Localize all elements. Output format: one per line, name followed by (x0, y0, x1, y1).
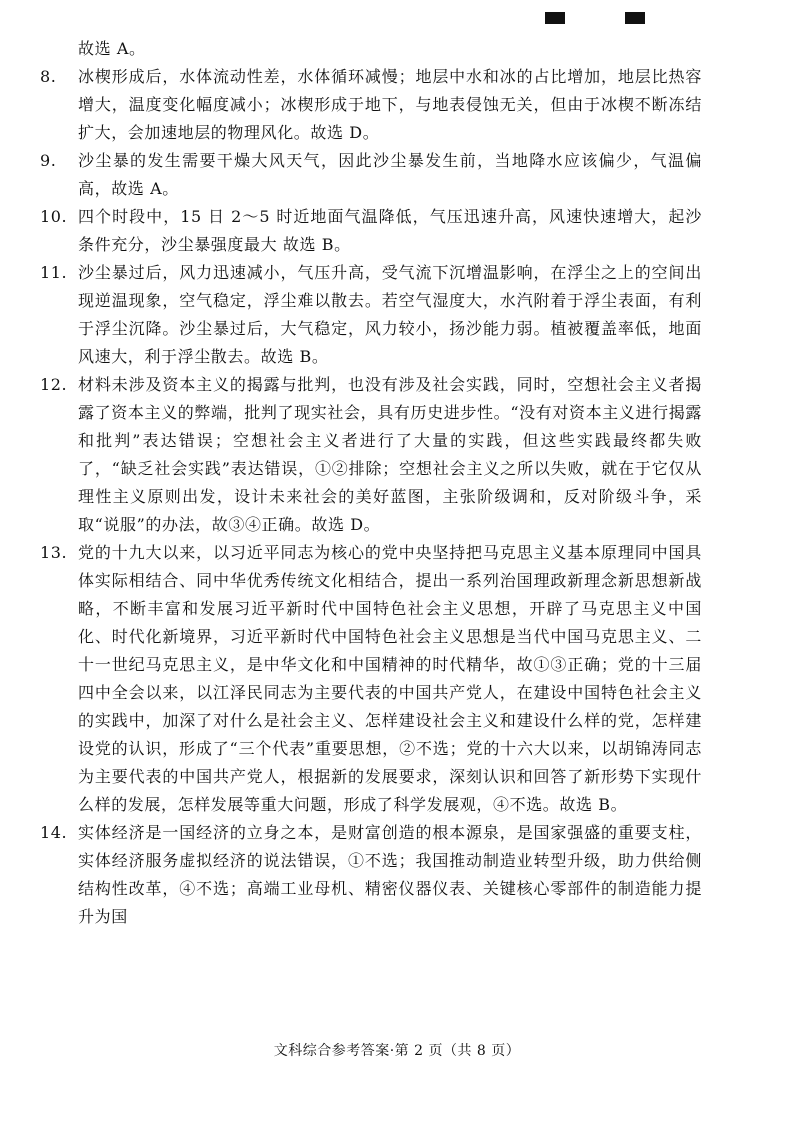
item-text: 沙尘暴的发生需要干燥大风天气，因此沙尘暴发生前，当地降水应该偏少，气温偏高，故选 A。 (78, 151, 702, 198)
item-number: 12. (40, 375, 68, 394)
item-number: 14. (40, 823, 68, 842)
answer-item (40, 147, 702, 203)
item-number: 11. (40, 263, 68, 282)
scan-mark (625, 12, 645, 24)
answer-item (40, 371, 702, 539)
answer-item (40, 259, 702, 371)
answer-continuation (40, 35, 702, 63)
answer-content (40, 35, 702, 931)
item-text: 沙尘暴过后，风力迅速减小，气压升高，受气流下沉增温影响，在浮尘之上的空间出现逆温现象，空气稳定，浮尘难以散去。若空气湿度大，水汽附着于浮尘表面，有利于浮尘沉降。沙尘暴过后，大气稳定，风力较小，扬沙能力弱。植被覆盖率低，地面风速大，利于浮尘散去。故选 B。 (78, 263, 702, 366)
item-number: 13. (40, 543, 68, 562)
answer-item (40, 539, 702, 819)
item-text: 材料未涉及资本主义的揭露与批判，也没有涉及社会实践，同时，空想社会主义者揭露了资本主义的弊端，批判了现实社会，具有历史进步性。“没有对资本主义进行揭露和批判”表达错误；空想社会主义者进行了大量的实践，但这些实践最终都失败了，“缺乏社会实践”表达错误，①②排除；空想社会主义之所以失败，就在于它仅从理性主义原则出发，设计未来社会的美好蓝图，主张阶级调和，反对阶级斗争，采取“说服”的办法，故③④正确。故选 D。 (78, 375, 702, 534)
page-footer: 文科综合参考答案·第 2 页（共 8 页） (273, 1043, 521, 1059)
continuation-text: 故选 A。 (78, 39, 146, 58)
item-number: 8. (40, 67, 57, 86)
item-text: 实体经济是一国经济的立身之本，是财富创造的根本源泉，是国家强盛的重要支柱，实体经济服务虚拟经济的说法错误，①不选；我国推动制造业转型升级，助力供给侧结构性改革，④不选；高端工业母机、精密仪器仪表、关键核心零部件的制造能力提升为国 (78, 823, 702, 926)
answer-item (40, 203, 702, 259)
item-text: 党的十九大以来，以习近平同志为核心的党中央坚持把马克思主义基本原理同中国具体实际相结合、同中华优秀传统文化相结合，提出一系列治国理政新理念新思想新战略，不断丰富和发展习近平新时代中国特色社会主义思想，开辟了马克思主义中国化、时代化新境界，习近平新时代中国特色社会主义思想是当代中国马克思主义、二十一世纪马克思主义，是中华文化和中国精神的时代精华，故①③正确；党的十三届四中全会以来，以江泽民同志为主要代表的中国共产党人，在建设中国特色社会主义的实践中，加深了对什么是社会主义、怎样建设社会主义和建设什么样的党，怎样建设党的认识，形成了“三个代表”重要思想，②不选；党的十六大以来，以胡锦涛同志为主要代表的中国共产党人，根据新的发展要求，深刻认识和回答了新形势下实现什么样的发展，怎样发展等重大问题，形成了科学发展观，④不选。故选 B。 (78, 543, 702, 814)
scan-mark (545, 12, 565, 24)
answer-item (40, 819, 702, 931)
item-text: 冰楔形成后，水体流动性差，水体循环减慢；地层中水和冰的占比增加，地层比热容增大，温度变化幅度减小；冰楔形成于地下，与地表侵蚀无关，但由于冰楔不断冻结扩大，会加速地层的物理风化。故选 D。 (78, 67, 702, 142)
item-number: 10. (40, 207, 68, 226)
item-text: 四个时段中，15 日 2～5 时近地面气温降低，气压迅速升高，风速快速增大，起沙条件充分，沙尘暴强度最大 故选 B。 (78, 207, 702, 254)
answer-item (40, 63, 702, 147)
item-number: 9. (40, 151, 57, 170)
